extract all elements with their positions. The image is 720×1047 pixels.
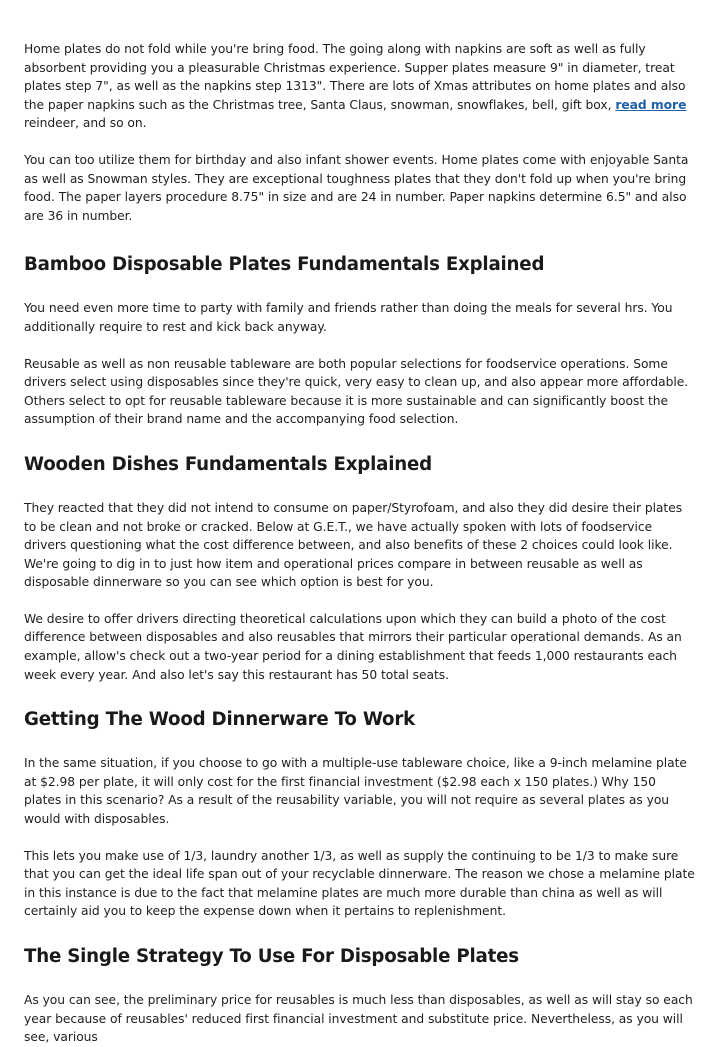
article-body bbox=[24, 40, 696, 1047]
paragraph-1-text: Home plates do not fold while you're bring food. The going along with napkins are soft as well as fully absorbent providing you a pleasurable Christmas experience. Supper plates measure 9" in diameter, treat plates step 7", as well as the napkins step 1313". There are lots of Xmas attributes on home plates and also the paper napkins such as the Christmas tree, Santa Claus, snowman, snowflakes, bell, gift box, bbox=[24, 42, 686, 112]
section-heading-bamboo: Bamboo Disposable Plates Fundamentals Explained bbox=[24, 254, 545, 276]
paragraph-9: As you can see, the preliminary price for reusables is much less than disposables, as well as will stay so each year because of reusables' reduced first financial investment and substitute price. Nevertheless, as you will see, various bbox=[24, 993, 693, 1045]
paragraph-7: In the same situation, if you choose to go with a multiple-use tableware choice, like a 9-inch melamine plate at $2.98 per plate, it will only cost for the first financial investment ($2.98 each x 150 plates.) Why 150 plates in this scenario? As a result of the reusability variable, you will not require as several plates as you would with disposables. bbox=[24, 756, 687, 827]
paragraph-5: They reacted that they did not intend to consume on paper/Styrofoam, and also they did desire their plates to be clean and not broke or cracked. Below at G.E.T., we have actually spoken with lots of foodservice drivers questioning what the cost difference between, and also benefits of these 2 choices could look like. We're going to dig in to just how item and operational prices compare in between reusable as well as disposable dinnerware so you can see which option is best for you. bbox=[24, 500, 683, 590]
paragraph-4: Reusable as well as non reusable tableware are both popular selections for foodservice operations. Some drivers select using disposables since they're quick, very easy to clean up, and also appear more affordable. Others select to opt for reusable tableware because it is more sustainable and can significantly boost the assumption of their brand name and the accompanying food selection. bbox=[24, 356, 689, 427]
paragraph-6: We desire to offer drivers directing theoretical calculations upon which they can build a photo of the cost difference between disposables and also reusables that mirrors their particular operational demands. As an example, allow's check out a two-year period for a dining establishment that feeds 1,000 restaurants each week every year. And also let's say this restaurant has 50 total seats. bbox=[24, 611, 682, 682]
paragraph-3: You need even more time to party with family and friends rather than doing the meals for several hrs. You additionally require to rest and kick back anyway. bbox=[24, 301, 673, 334]
paragraph-8: This lets you make use of 1/3, laundry another 1/3, as well as supply the continuing to be 1/3 to make sure that you can get the ideal life span out of your recyclable dinnerware. The reason we chose a melamine plate in this instance is due to the fact that melamine plates are much more durable than china as well as will certainly aid you to keep the expense down when it pertains to replenishment. bbox=[24, 848, 695, 919]
section-heading-wooden: Wooden Dishes Fundamentals Explained bbox=[24, 453, 432, 475]
paragraph-1-tail: reindeer, and so on. bbox=[24, 116, 147, 131]
read-more-link[interactable]: read more bbox=[615, 97, 687, 112]
section-heading-wood-dinnerware: Getting The Wood Dinnerware To Work bbox=[24, 709, 415, 731]
paragraph-1 bbox=[24, 40, 696, 133]
section-heading-single-strategy: The Single Strategy To Use For Disposable Plates bbox=[24, 946, 519, 967]
paragraph-2: You can too utilize them for birthday and also infant shower events. Home plates come with enjoyable Santa as well as Snowman styles. They are exceptional toughness plates that they don't fold up when you're bring food. The paper layers procedure 8.75" in size and are 24 in number. Paper napkins determine 6.5" and also are 36 in number. bbox=[24, 152, 689, 223]
